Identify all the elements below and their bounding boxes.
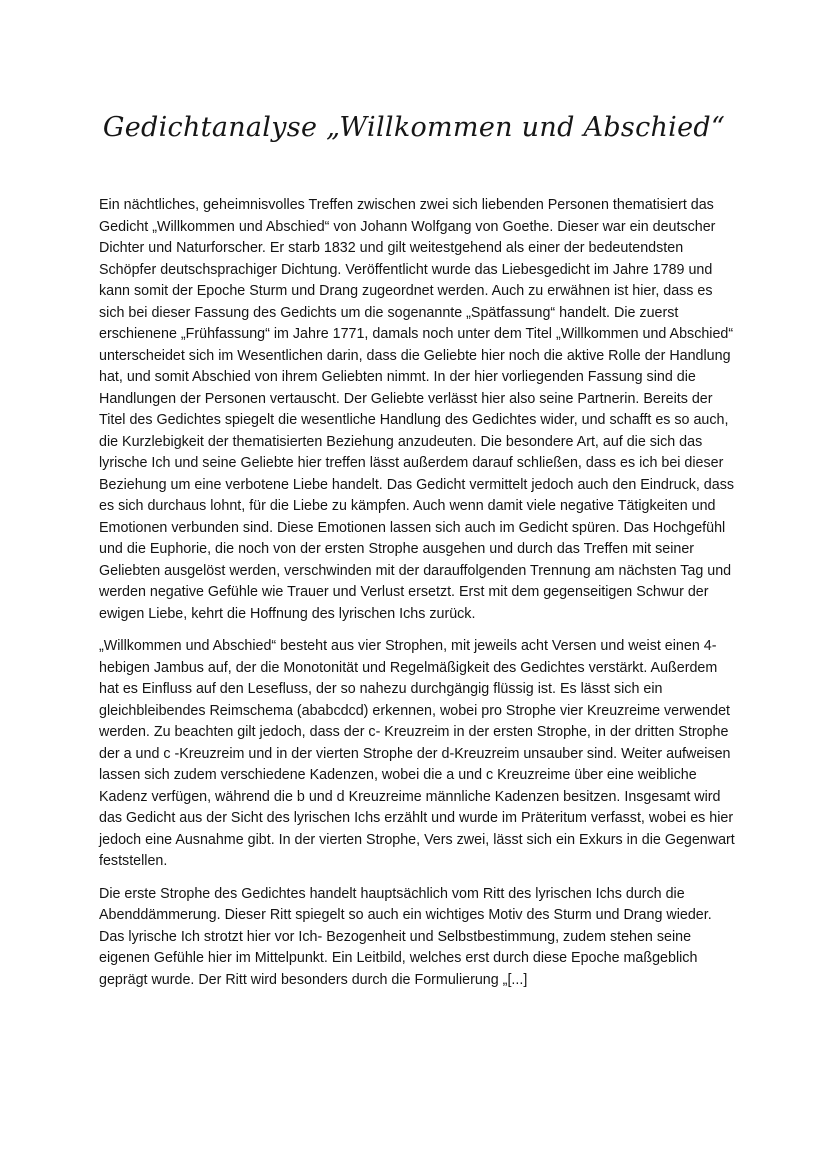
document-body [99, 195, 735, 1002]
paragraph-intro: Ein nächtliches, geheimnisvolles Treffen zwischen zwei sich liebenden Personen thematisiert das Gedicht „Willkommen und Abschied“ von Johann Wolfgang von Goethe. Dieser war ein deutscher Dichter und Naturforscher. Er starb 1832 und gilt weitestgehend als einer der bedeutendsten Schöpfer deutschsprachiger Dichtung. Veröffentlicht wurde das Liebesgedicht im Jahre 1789 und kann somit der Epoche Sturm und Drang zugeordnet werden. Auch zu erwähnen ist hier, dass es sich bei dieser Fassung des Gedichts um die sogenannte „Spätfassung“ handelt. Die zuerst erschienene „Frühfassung“ im Jahre 1771, damals noch unter dem Titel „Willkommen und Abschied“ unterscheidet sich im Wesentlichen darin, dass die Geliebte hier noch die aktive Rolle der Handlung hat, und somit Abschied von ihrem Geliebten nimmt. In der hier vorliegenden Fassung sind die Handlungen der Personen vertauscht. Der Geliebte verlässt hier also seine Partnerin. Bereits der Titel des Gedichtes spiegelt die wesentliche Handlung des Gedichtes wider, und schafft es so auch, die Kurzlebigkeit der thematisierten Beziehung anzudeuten. Die besondere Art, auf die sich das lyrische Ich und seine Geliebte hier treffen lässt außerdem darauf schließen, dass es ich bei dieser Beziehung um eine verbotene Liebe handelt. Das Gedicht vermittelt jedoch auch den Eindruck, dass es sich durchaus lohnt, für die Liebe zu kämpfen. Auch wenn damit viele negative Tätigkeiten und Emotionen verbunden sind. Diese Emotionen lassen sich auch im Gedicht spüren. Das Hochgefühl und die Euphorie, die noch von der ersten Strophe ausgehen und durch das Treffen mit seiner Geliebten ausgelöst werden, verschwinden mit der darauffolgenden Trennung am nächsten Tag und werden negative Gefühle wie Trauer und Verlust ersetzt. Erst mit dem gegenseitigen Schwur der ewigen Liebe, kehrt die Hoffnung des lyrischen Ichs zurück. [99, 197, 735, 622]
paragraph-form: „Willkommen und Abschied“ besteht aus vier Strophen, mit jeweils acht Versen und weist einen 4- hebigen Jambus auf, der die Monotonität und Regelmäßigkeit des Gedichtes verstärkt. Außerdem hat es Einfluss auf den Lesefluss, der so nahezu durchgängig flüssig ist. Es lässt sich ein gleichbleibendes Reimschema (ababcdcd) erkennen, wobei pro Strophe vier Kreuzreime verwendet werden. Zu beachten gilt jedoch, dass der c- Kreuzreim in der ersten Strophe, in der dritten Strophe der a und c -Kreuzreim und in der vierten Strophe der d-Kreuzreim unsauber sind. Weiter aufweisen lassen sich zudem verschiedene Kadenzen, wobei die a und c Kreuzreime über eine weibliche Kadenz verfügen, während die b und d Kreuzreime männliche Kadenzen besitzen. Insgesamt wird das Gedicht aus der Sicht des lyrischen Ichs erzählt und wurde im Präteritum verfasst, wobei es hier jedoch eine Ausnahme gibt. In der vierten Strophe, Vers zwei, lässt sich ein Exkurs in die Gegenwart feststellen. [99, 638, 735, 869]
paragraph-first-stanza: Die erste Strophe des Gedichtes handelt hauptsächlich vom Ritt des lyrischen Ichs durch die Abenddämmerung. Dieser Ritt spiegelt so auch ein wichtiges Motiv des Sturm und Drang wieder. Das lyrische Ich strotzt hier vor Ich- Bezogenheit und Selbstbestimmung, zudem stehen seine eigenen Gefühle hier im Mittelpunkt. Ein Leitbild, welches erst durch diese Epoche maßgeblich geprägt wurde. Der Ritt wird besonders durch die Formulierung „[...] [99, 885, 712, 988]
document-title: Gedichtanalyse „Willkommen und Abschied“ [102, 112, 726, 143]
